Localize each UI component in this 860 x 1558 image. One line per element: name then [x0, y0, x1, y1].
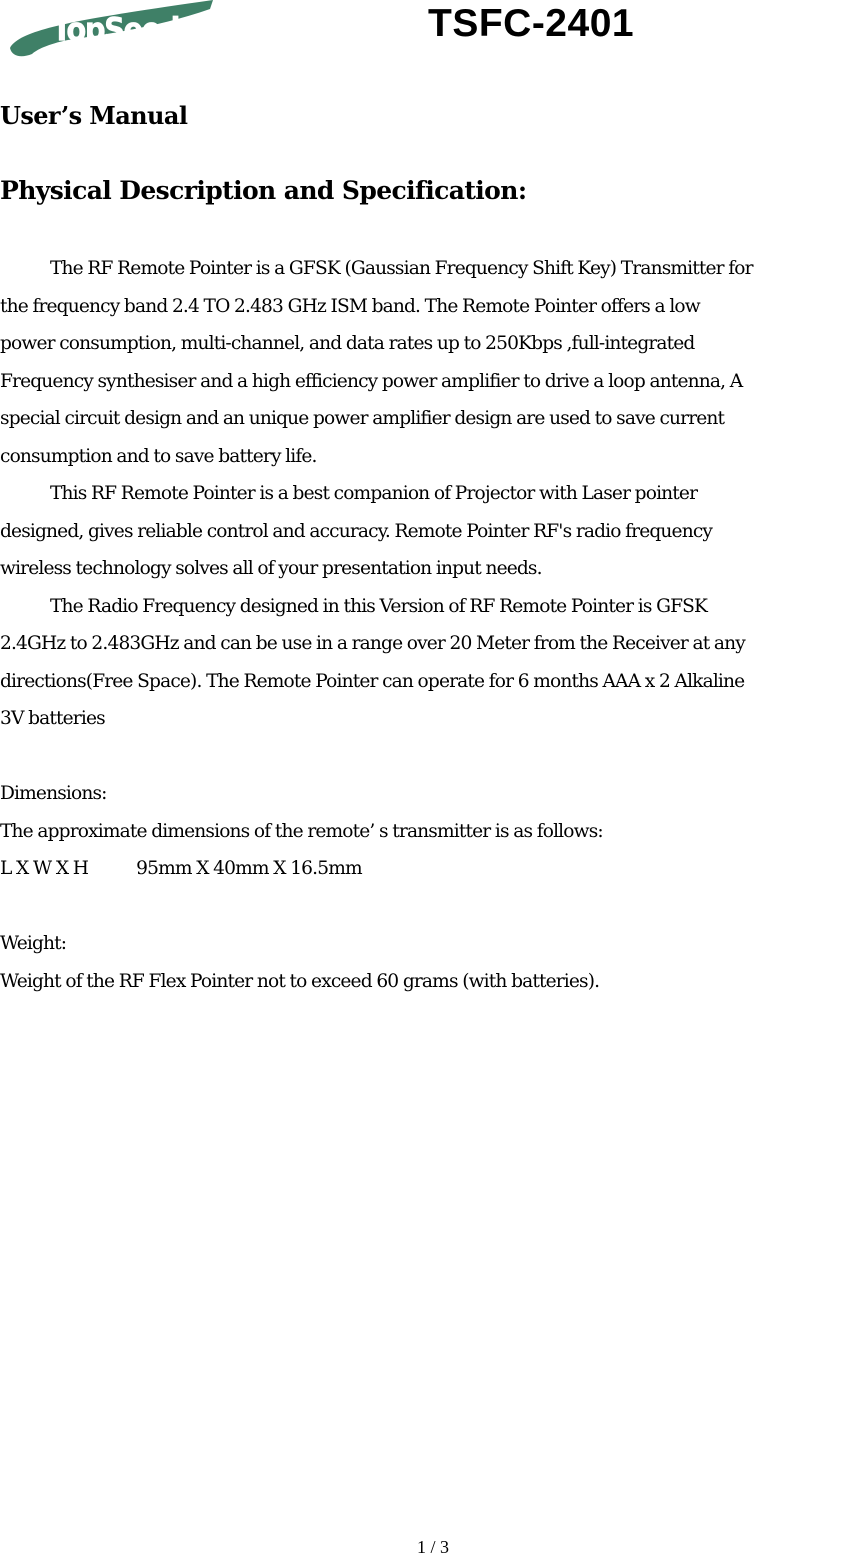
paragraph-line: the frequency band 2.4 TO 2.483 GHz ISM band. The Remote Pointer offers a low — [0, 295, 700, 317]
paragraph-line: directions(Free Space). The Remote Pointer can operate for 6 months AAA x 2 Alkaline — [0, 670, 745, 692]
dimensions-heading: Dimensions: — [0, 783, 107, 804]
blank-line — [0, 738, 860, 776]
paragraph-line: consumption and to save battery life. — [0, 445, 317, 467]
manual-title: User’s Manual — [0, 101, 188, 130]
paragraph-line: Frequency synthesiser and a high efficiency power amplifier to drive a loop antenna, A — [0, 370, 743, 392]
dimensions-value: 95mm X 40mm X 16.5mm — [136, 858, 362, 879]
weight-description: Weight of the RF Flex Pointer not to exceed 60 grams (with batteries). — [0, 970, 600, 992]
paragraph-line: special circuit design and an unique power amplifier design are used to save current — [0, 408, 725, 429]
page-header — [0, 0, 860, 80]
paragraph-line: power consumption, multi-channel, and data rates up to 250Kbps ,full-integrated — [0, 333, 695, 354]
model-number: TSFC-2401 — [428, 2, 635, 45]
logo-wordmark: TopSeed — [52, 12, 180, 50]
paragraph-line: wireless technology solves all of your presentation input needs. — [0, 558, 542, 579]
dimensions-row — [0, 850, 860, 888]
document-body — [0, 250, 860, 1000]
dimensions-description: The approximate dimensions of the remote’ s transmitter is as follows: — [0, 820, 603, 842]
topseed-logo — [8, 0, 248, 62]
dimensions-label: L X W X H — [0, 858, 89, 879]
section-title: Physical Description and Specification: — [0, 176, 527, 205]
weight-heading: Weight: — [0, 933, 67, 954]
paragraph-line: This RF Remote Pointer is a best companion of Projector with Laser pointer — [50, 483, 698, 504]
paragraph-line: The Radio Frequency designed in this Version of RF Remote Pointer is GFSK — [50, 595, 708, 617]
topseed-logo-graphic — [8, 0, 248, 62]
page-number: 1 / 3 — [416, 1537, 449, 1557]
blank-line — [0, 888, 860, 926]
paragraph-line: designed, gives reliable control and accuracy. Remote Pointer RF's radio frequency — [0, 520, 713, 542]
paragraph-line: 3V batteries — [0, 708, 105, 729]
paragraph-line: The RF Remote Pointer is a GFSK (Gaussian Frequency Shift Key) Transmitter for — [50, 258, 753, 279]
paragraph-line: 2.4GHz to 2.483GHz and can be use in a range over 20 Meter from the Receiver at any — [0, 633, 745, 654]
